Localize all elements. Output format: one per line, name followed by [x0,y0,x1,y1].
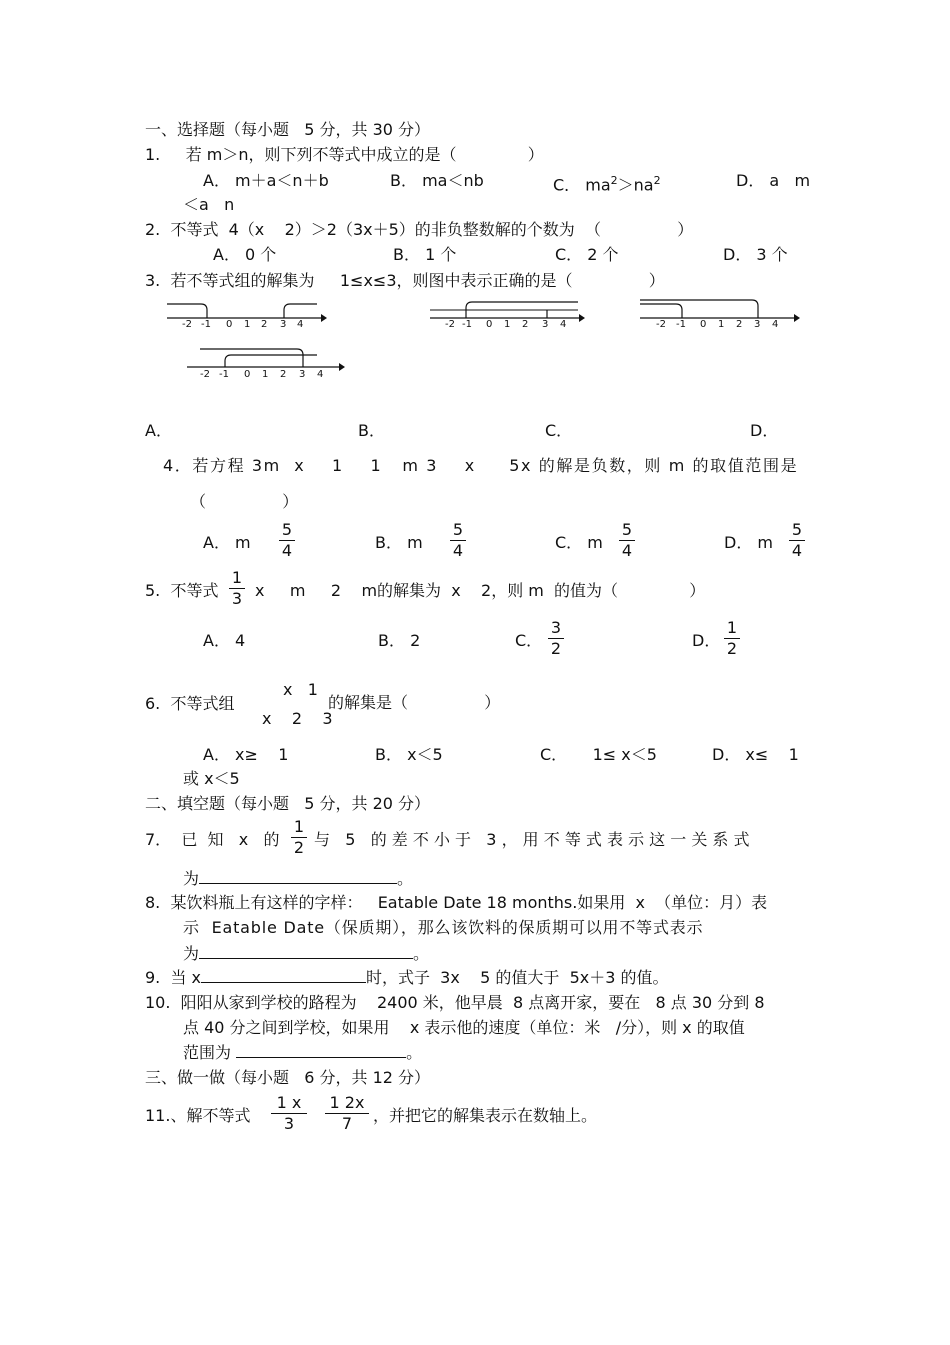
question-5-label: 5. 不等式 [145,581,219,600]
question-10-blank[interactable] [236,1043,406,1058]
svg-text:0: 0 [244,369,251,380]
svg-text:0: 0 [700,319,707,330]
question-9: 9. 当 x 时，式子 3x 5 的值大于 5x＋3 的值。 [145,968,669,987]
question-8-line-1: 8. 某饮料瓶上有这样的字样： Eatable Date 18 months.如果用 x （单位：月）表 [145,893,768,912]
question-10-answer-line: 范围为 。 [183,1043,423,1062]
question-7-post: 与 5 的 差 不 小 于 3 ， 用 不 等 式 表 示 这 一 关 系 式 [314,830,750,849]
svg-text:-2: -2 [200,369,210,380]
svg-text:3: 3 [542,319,549,330]
svg-text:-1: -1 [201,319,211,330]
question-5-option-a: A． 4 [203,631,246,650]
question-9-blank[interactable] [201,968,366,983]
question-5-option-c-fraction: 3 2 [545,619,567,658]
number-line-a [165,298,335,334]
question-4-stem: 4．若方程 3m x 1 1 m 3 x 5x 的解是负数，则 m 的取值范围是 [163,456,799,475]
question-11-pre: 11.、解不等式 [145,1106,251,1125]
question-5-option-d: D． [692,631,721,650]
question-2-stem: 2. 不等式 4（x 2）＞2（3x＋5）的非负整数解的个数为 （ ） [145,220,694,239]
question-10-line-2: 点 40 分之间到学校，如果用 x 表示他的速度（单位：米 /分），则 x 的取值 [183,1018,745,1037]
svg-text:4: 4 [317,369,324,380]
question-3-option-a: A． [145,421,172,440]
section-heading-choice: 一、选择题（每小题 5 分，共 30 分） [145,120,431,139]
question-8-answer-line: 为 。 [183,944,430,963]
question-10-line-1: 10. 阳阳从家到学校的路程为 2400 米，他早晨 8 点离开家，要在 8 点 30 分到 8 [145,993,765,1012]
svg-text:2: 2 [522,319,529,330]
question-11-post: ，并把它的解集表示在数轴上。 [373,1106,598,1125]
svg-text:1: 1 [504,319,511,330]
question-6-option-d-cont: 或 x＜5 [183,769,240,788]
svg-text:-2: -2 [182,319,192,330]
section-heading-work: 三、做一做（每小题 6 分，共 12 分） [145,1068,431,1087]
question-6-option-c: C． 1≤ x＜5 [540,745,657,764]
svg-text:4: 4 [297,319,304,330]
question-7-answer-line: 为 。 [183,869,414,888]
question-1-option-c: C． $ma^2>na^2$ [553,174,661,195]
question-1-option-b: B． ma＜nb [390,171,484,190]
question-4-option-d: D． m [724,533,773,552]
question-2-option-a: A． 0 个 [213,245,277,264]
question-3-stem: 3. 若不等式组的解集为 1≤x≤3，则图中表示正确的是（ ） [145,271,665,290]
question-4-option-a: A． m [203,533,251,552]
question-6-label: 6. 不等式组 [145,694,235,713]
question-1-option-d: D． a m [736,171,811,190]
question-11-fraction-left: 1 x 3 [268,1094,310,1133]
question-2-option-c: C． 2 个 [555,245,619,264]
question-2-option-d: D． 3 个 [723,245,788,264]
number-line-c [638,298,808,334]
question-5-option-d-fraction: 1 2 [721,619,743,658]
svg-text:3: 3 [754,319,761,330]
question-2-option-b: B． 1 个 [393,245,457,264]
question-1-option-a: A． m＋a＜n＋b [203,171,329,190]
question-7-blank[interactable] [199,869,397,884]
question-3-option-d: D． [750,421,779,440]
number-line-d [185,347,355,383]
question-4-option-d-fraction: 5 4 [786,521,808,560]
number-line-b [428,298,593,334]
question-6-stem: 的解集是（ ） [328,693,501,712]
svg-text:-2: -2 [656,319,666,330]
question-5-fraction: 1 3 [226,569,248,608]
question-3-option-b: B． [358,421,385,440]
question-1-option-d-cont: ＜a n [183,195,235,214]
question-4-paren: （ ） [190,492,299,511]
question-6-system-line-2: x 2 3 [262,709,333,728]
svg-text:3: 3 [280,319,287,330]
svg-text:2: 2 [261,319,268,330]
question-6-option-a: A． x≥ 1 [203,745,289,764]
svg-text:0: 0 [226,319,233,330]
question-4-option-c: C． m [555,533,603,552]
svg-text:0: 0 [486,319,493,330]
svg-text:1: 1 [718,319,725,330]
question-5-option-b: B． 2 [378,631,421,650]
question-6-option-d: D． x≤ 1 [712,745,799,764]
question-4-option-a-fraction: 5 4 [276,521,298,560]
svg-text:1: 1 [244,319,251,330]
svg-text:-1: -1 [219,369,229,380]
question-4-option-c-fraction: 5 4 [616,521,638,560]
question-7-pre: 7． 已 知 x 的 [145,830,280,849]
svg-text:2: 2 [736,319,743,330]
svg-text:-1: -1 [676,319,686,330]
question-4-option-b-fraction: 5 4 [447,521,469,560]
question-3-option-c: C． [545,421,573,440]
svg-text:3: 3 [299,369,306,380]
svg-text:2: 2 [280,369,287,380]
svg-text:4: 4 [772,319,779,330]
question-4-option-b: B． m [375,533,423,552]
question-5-option-c: C． [515,631,543,650]
svg-text:-2: -2 [445,319,455,330]
question-7-fraction: 1 2 [288,818,310,857]
svg-text:1: 1 [262,369,269,380]
question-6-system-line-1: x 1 [283,680,318,699]
question-8-line-2: 示 Eatable Date（保质期），那么该饮料的保质期可以用不等式表示 [183,918,704,937]
question-8-blank[interactable] [199,944,413,959]
svg-text:-1: -1 [462,319,472,330]
question-1-stem: 1. 若 m＞n，则下列不等式中成立的是（ ） [145,145,544,164]
question-11-fraction-right: 1 2x 7 [322,1094,372,1133]
section-heading-fill: 二、填空题（每小题 5 分，共 20 分） [145,794,431,813]
svg-text:4: 4 [560,319,567,330]
question-5-stem: x m 2 m的解集为 x 2，则 m 的值为（ ） [255,581,706,600]
question-6-option-b: B． x＜5 [375,745,443,764]
